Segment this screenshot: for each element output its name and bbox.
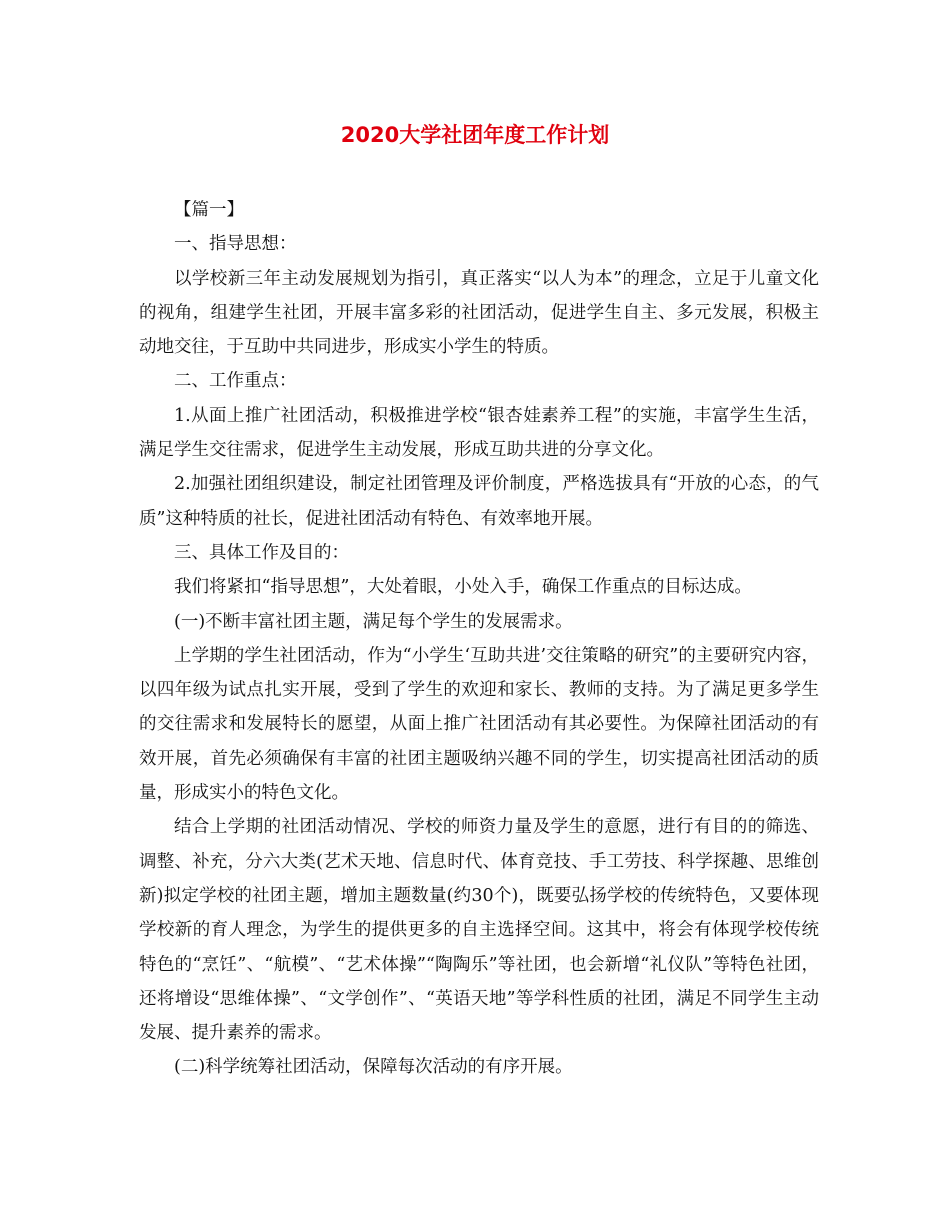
paragraph-themes: 结合上学期的社团活动情况、学校的师资力量及学生的意愿，进行有目的的筛选、调整、补充，分六大类(艺术天地、信息时代、体育竞技、手工劳技、科学探趣、思维创新)拟定学校的社团主题，增加主题数量(约30个)，既要弘扬学校的传统特色，又要体现学校新的育人理念，为学生的提供更多的自主选择空间。这其中，将会有体现学校传统特色的“烹饪”、“航模”、“艺术体操”“陶陶乐”等社团，也会新增“礼仪队”等特色社团，还将增设“思维体操”、“文学创作”、“英语天地”等学科性质的社团，满足不同学生主动发展、提升素养的需求。 xyxy=(139,817,819,1044)
paragraph-focus-1: 1.从面上推广社团活动，积极推进学校“银杏娃素养工程”的实施，丰富学生生活，满足学生交往需求，促进学生主动发展，形成互助共进的分享文化。 xyxy=(139,405,819,461)
section-heading-part-one: 【篇一】 xyxy=(174,200,244,220)
paragraph-focus-2: 2.加强社团组织建设，制定社团管理及评价制度，严格选拔具有“开放的心态，的气质”这种特质的社长，促进社团活动有特色、有效率地开展。 xyxy=(139,474,819,529)
subheading-1: (一)不断丰富社团主题，满足每个学生的发展需求。 xyxy=(174,611,573,632)
heading-work-focus: 二、工作重点： xyxy=(174,371,297,392)
heading-guiding-ideology: 一、指导思想： xyxy=(174,234,297,255)
subheading-2: (二)科学统筹社团活动，保障每次活动的有序开展。 xyxy=(174,1057,573,1078)
document-title: 2020大学社团年度工作计划 xyxy=(340,123,610,147)
paragraph-intro: 我们将紧扣“指导思想”，大处着眼，小处入手，确保工作重点的目标达成。 xyxy=(174,577,752,598)
heading-specific-work: 三、具体工作及目的： xyxy=(174,542,349,563)
document-body xyxy=(139,193,819,1085)
paragraph-guiding-ideology: 以学校新三年主动发展规划为指引，真正落实“以人为本”的理念，立足于儿童文化的视角，组建学生社团，开展丰富多彩的社团活动，促进学生自主、多元发展，积极主动地交往，于互助中共同进步，形成实小学生的特质。 xyxy=(139,268,819,358)
paragraph-last-semester: 上学期的学生社团活动，作为“小学生‘互助共进’交往策略的研究”的主要研究内容，以四年级为试点扎实开展，受到了学生的欢迎和家长、教师的支持。为了满足更多学生的交往需求和发展特长的愿望，从面上推广社团活动有其必要性。为保障社团活动的有效开展，首先必须确保有丰富的社团主题吸纳兴趣不同的学生，切实提高社团活动的质量，形成实小的特色文化。 xyxy=(139,645,819,804)
